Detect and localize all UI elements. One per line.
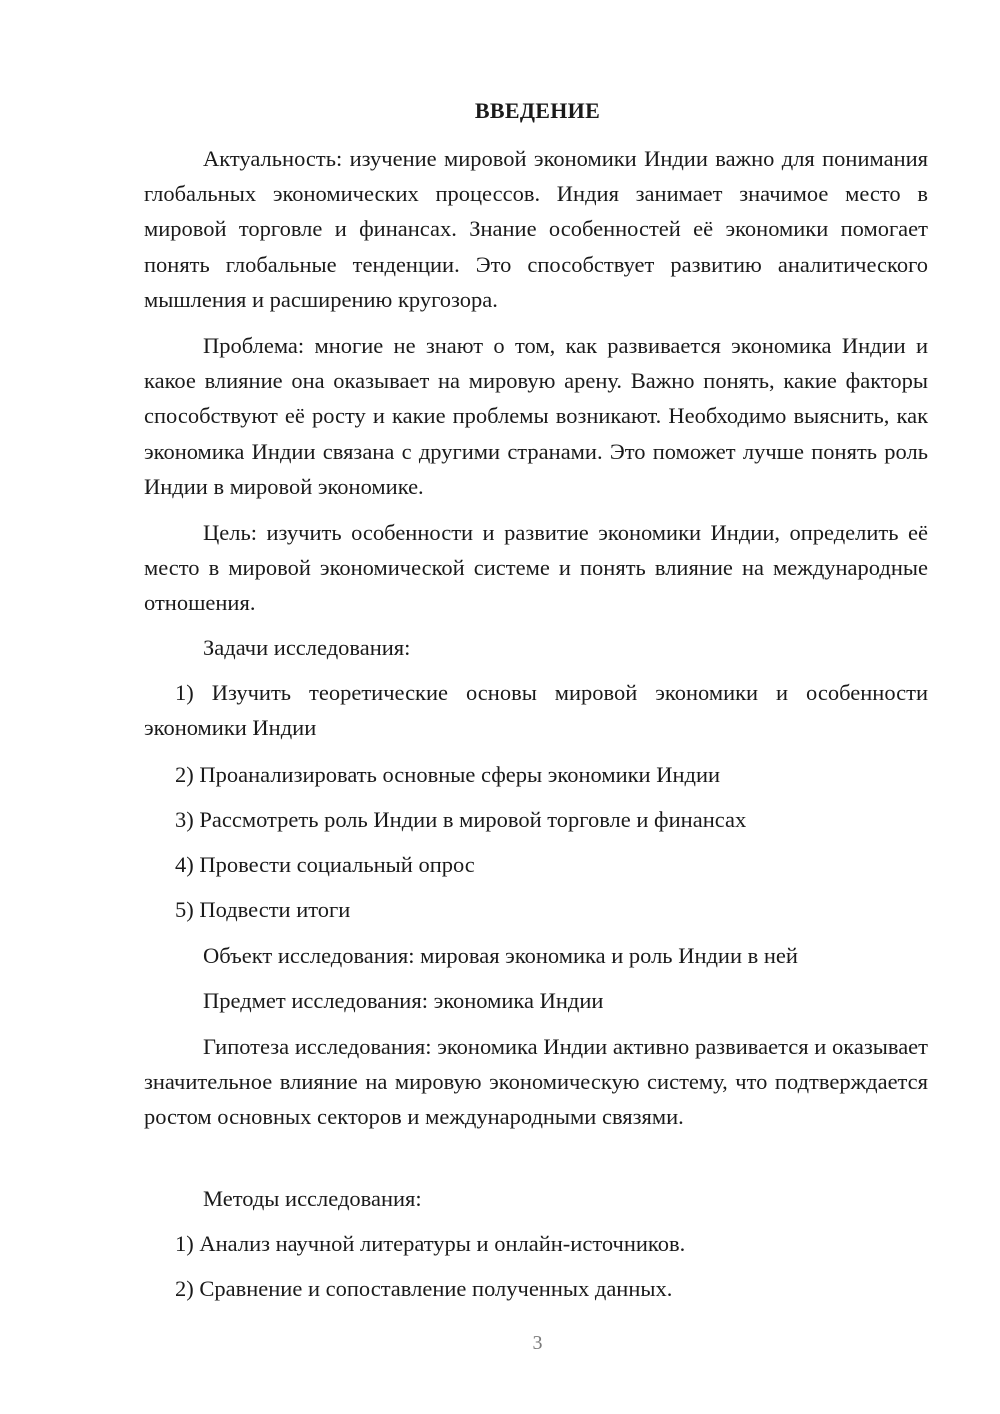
task-item: 5) Подвести итоги [175,897,351,922]
problem-paragraph: Проблема: многие не знают о том, как развивается экономика Индии и какое влияние она оказывает на мировую арену. Важно понять, какие факторы способствуют её росту и какие проблемы возникают. Необходимо выяснить, как экономика Индии связана с другими странами. Это поможет лучше понять роль Индии в мировой экономике. [144,333,928,499]
hypothesis-paragraph: Гипотеза исследования: экономика Индии активно развивается и оказывает значительное влияние на мировую экономическую систему, что подтверждается ростом основных секторов и международными связями. [144,1034,928,1130]
research-object: Объект исследования: мировая экономика и роль Индии в ней [203,943,798,968]
methods-heading: Методы исследования: [203,1186,422,1211]
method-item: 2) Сравнение и сопоставление полученных данных. [175,1276,673,1301]
method-item: 1) Анализ научной литературы и онлайн-источников. [175,1231,686,1256]
task-item: 1) Изучить теоретические основы мировой экономики и особенности экономики Индии [144,680,928,741]
tasks-heading: Задачи исследования: [203,635,411,660]
research-subject: Предмет исследования: экономика Индии [203,988,604,1013]
task-item: 3) Рассмотреть роль Индии в мировой торговле и финансах [175,807,747,832]
page-number: 3 [532,1332,543,1354]
page-title: ВВЕДЕНИЕ [474,98,601,123]
task-item: 2) Проанализировать основные сферы экономики Индии [175,762,721,787]
goal-paragraph: Цель: изучить особенности и развитие экономики Индии, определить её место в мировой экономической системе и понять влияние на международные отношения. [144,520,928,616]
relevance-paragraph: Актуальность: изучение мировой экономики Индии важно для понимания глобальных экономических процессов. Индия занимает значимое место в мировой торговле и финансах. Знание особенностей её экономики помогает понять глобальные тенденции. Это способствует развитию аналитического мышления и расширению кругозора. [144,146,928,312]
task-item: 4) Провести социальный опрос [175,852,475,877]
